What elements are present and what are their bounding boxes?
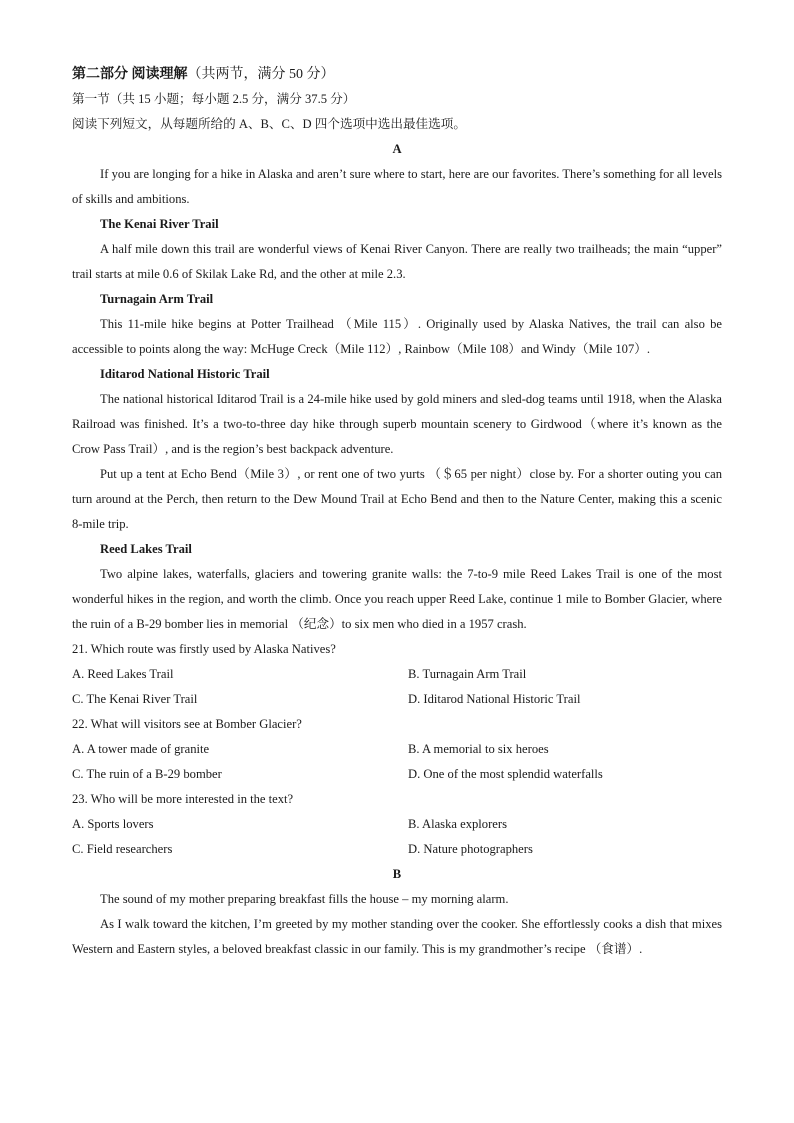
passage-b-label: B <box>392 867 402 881</box>
trail-heading-reed: Reed Lakes Trail <box>100 542 192 556</box>
question-21-options-row-1 <box>72 662 722 687</box>
passage-a-label: A <box>392 142 402 156</box>
question-21-options-row-2 <box>72 687 722 712</box>
question-21-option-d: D. Iditarod National Historic Trail <box>408 692 581 706</box>
passage-b-paragraph-2: As I walk toward the kitchen, I’m greeted by my mother standing over the cooker. She effortlessly cooks a dish that mixes Western and Eastern styles, a beloved breakfast classic in our family. This is my grandmother’s recipe （食谱）. <box>72 917 722 956</box>
question-21-option-a: A. Reed Lakes Trail <box>72 667 174 681</box>
question-23-option-b: B. Alaska explorers <box>408 817 507 831</box>
trail-paragraph-turnagain: This 11-mile hike begins at Potter Trailhead （Mile 115）. Originally used by Alaska Natives, the trail can also be accessible to points along the way: McHuge Creck（Mile 112）, Rainbow（Mile 108）and Windy（Mile 107）. <box>72 317 722 356</box>
part-title <box>72 62 722 87</box>
part-title-text: 第二部分 阅读理解 <box>72 67 188 82</box>
question-22-option-d: D. One of the most splendid waterfalls <box>408 767 603 781</box>
trail-heading-iditarod: Iditarod National Historic Trail <box>100 367 270 381</box>
question-23-options-row-2 <box>72 837 722 862</box>
part-note: （共两节，满分 50 分） <box>187 67 335 82</box>
passage-b-paragraph-1: The sound of my mother preparing breakfast fills the house – my morning alarm. <box>100 892 509 906</box>
question-23-options-row-1 <box>72 812 722 837</box>
question-23-stem: 23. Who will be more interested in the text? <box>72 792 294 806</box>
question-22-option-c: C. The ruin of a B-29 bomber <box>72 767 222 781</box>
trail-paragraph-kenai: A half mile down this trail are wonderful views of Kenai River Canyon. There are really two trailheads; the main “upper” trail starts at mile 0.6 of Skilak Lake Rd, and the other at mile 2.3. <box>72 242 722 281</box>
section-title: 第一节（共 15 小题；每小题 2.5 分，满分 37.5 分） <box>72 92 356 106</box>
trail-paragraph-iditarod-2: Put up a tent at Echo Bend（Mile 3）, or rent one of two yurts （＄65 per night）close by. For a shorter outing you can turn around at the Perch, then return to the Dew Mound Trail at Echo Bend and then to the Nature Center, making this a scenic 8-mile trip. <box>72 467 722 531</box>
question-23-option-d: D. Nature photographers <box>408 842 533 856</box>
trail-heading-turnagain: Turnagain Arm Trail <box>100 292 214 306</box>
question-22-options-row-2 <box>72 762 722 787</box>
exam-page <box>72 62 722 962</box>
trail-paragraph-reed: Two alpine lakes, waterfalls, glaciers and towering granite walls: the 7-to-9 mile Reed Lakes Trail is one of the most wonderful hikes in the region, and worth the climb. Once you reach upper Reed Lake, continue 1 mile to Bomber Glacier, where the ruin of a B-29 bomber lies in memorial （纪念）to six men who died in a 1957 crash. <box>72 567 722 631</box>
question-22-option-a: A. A tower made of granite <box>72 742 210 756</box>
trail-paragraph-iditarod-1: The national historical Iditarod Trail is a 24-mile hike used by gold miners and sled-dog teams until 1918, when the Alaska Railroad was finished. It’s a two-to-three day hike through superb mountain scenery to Girdwood（where it’s known as the Crow Pass Trail）, and is the region’s best backpack adventure. <box>72 392 722 456</box>
question-22-stem: 22. What will visitors see at Bomber Glacier? <box>72 717 302 731</box>
question-22-option-b: B. A memorial to six heroes <box>408 742 549 756</box>
question-21-option-c: C. The Kenai River Trail <box>72 692 198 706</box>
question-23-option-a: A. Sports lovers <box>72 817 154 831</box>
instruction: 阅读下列短文，从每题所给的 A、B、C、D 四个选项中选出最佳选项。 <box>72 117 466 131</box>
question-22-options-row-1 <box>72 737 722 762</box>
question-21-option-b: B. Turnagain Arm Trail <box>408 667 527 681</box>
question-23-option-c: C. Field researchers <box>72 842 173 856</box>
trail-heading-kenai: The Kenai River Trail <box>100 217 219 231</box>
passage-a-intro: If you are longing for a hike in Alaska and aren’t sure where to start, here are our favorites. There’s something for all levels of skills and ambitions. <box>72 167 722 206</box>
question-21-stem: 21. Which route was firstly used by Alaska Natives? <box>72 642 336 656</box>
